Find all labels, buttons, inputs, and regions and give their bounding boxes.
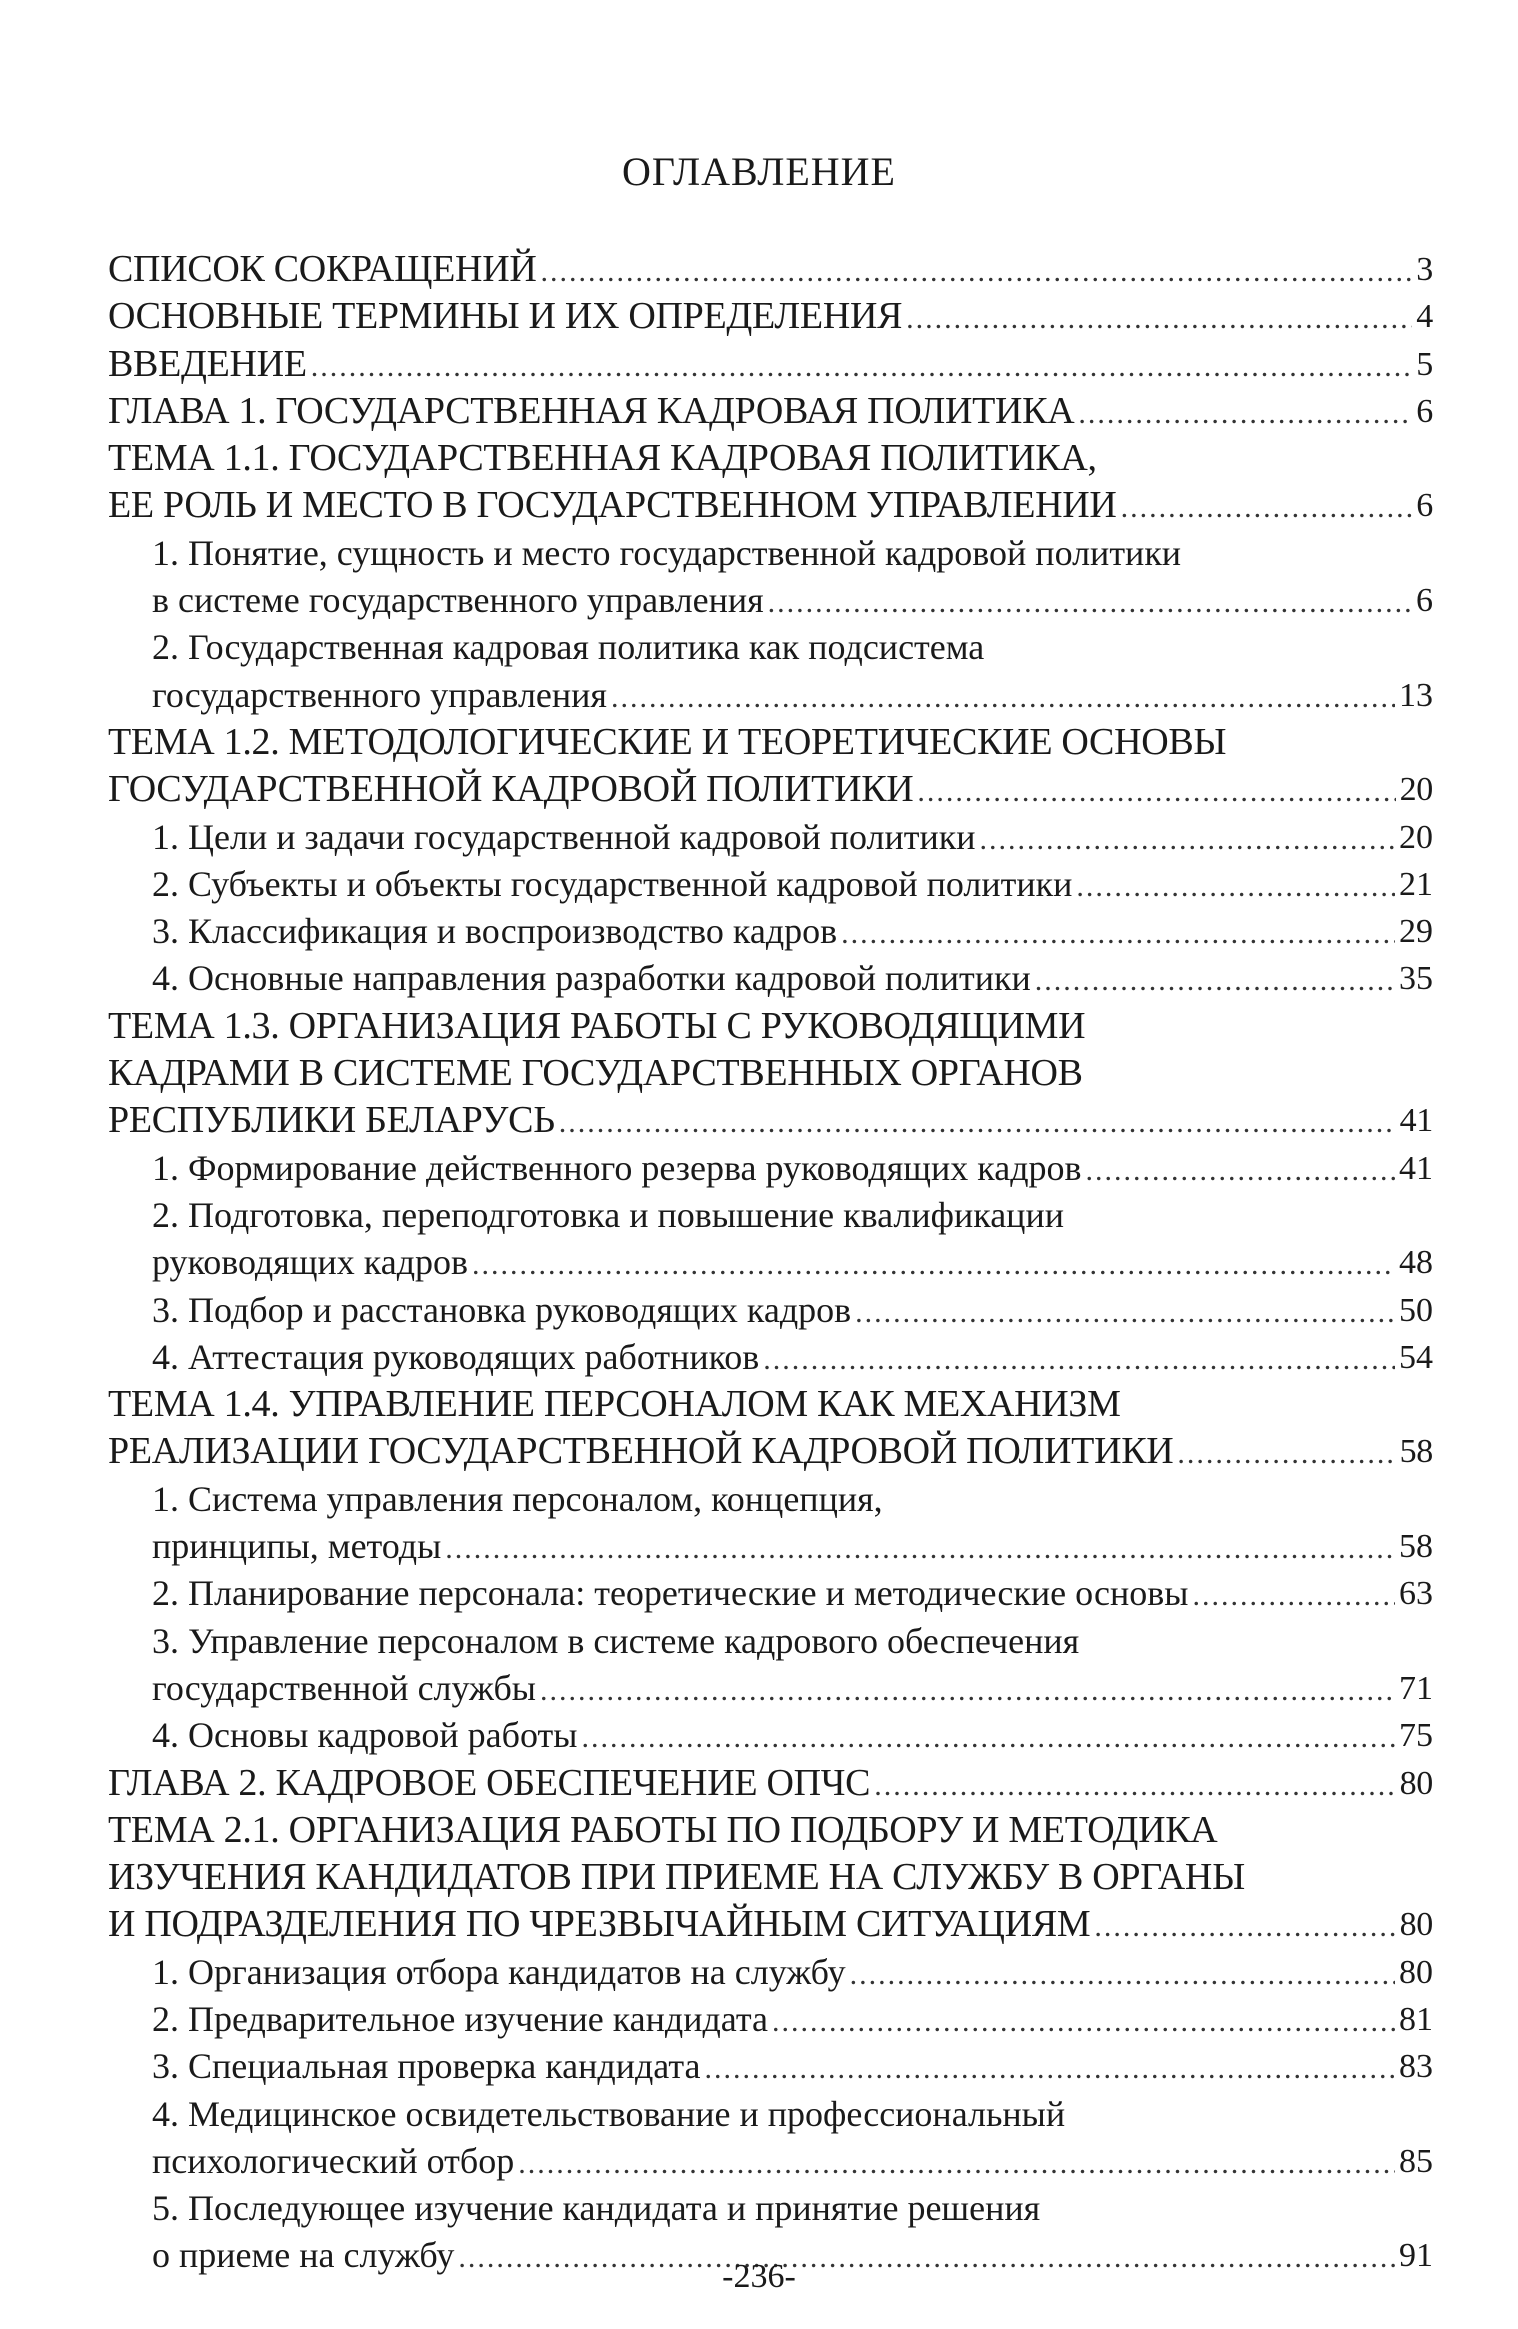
toc-entry xyxy=(108,1239,1433,1286)
toc-leader-dots xyxy=(763,1334,1395,1381)
toc-leader-dots xyxy=(850,1949,1395,1996)
toc-leader-dots xyxy=(1121,482,1413,529)
page-title: ОГЛАВЛЕНИЕ xyxy=(622,149,896,194)
toc-entry xyxy=(108,719,1433,766)
toc-leader-dots xyxy=(541,246,1413,293)
toc-entry xyxy=(108,341,1433,388)
toc-entry-page: 35 xyxy=(1399,960,1433,998)
toc-entry-text: 1. Система управления персоналом, концепция, xyxy=(152,1478,883,1519)
toc-entry-text: ЕЕ РОЛЬ И МЕСТО В ГОСУДАРСТВЕННОМ УПРАВЛЕНИИ xyxy=(108,484,1117,527)
toc-entry-page: 81 xyxy=(1399,2000,1433,2038)
toc-leader-dots xyxy=(1076,861,1395,908)
toc-entry xyxy=(108,1570,1433,1617)
toc-leader-dots xyxy=(874,1760,1395,1807)
toc-entry-text: ГЛАВА 2. КАДРОВОЕ ОБЕСПЕЧЕНИЕ ОПЧС xyxy=(108,1761,871,1804)
toc-entry-text: РЕСПУБЛИКИ БЕЛАРУСЬ xyxy=(108,1099,555,1142)
toc-entry xyxy=(108,1523,1433,1570)
toc-entry xyxy=(108,1476,1433,1523)
toc-entry xyxy=(108,2138,1433,2185)
toc-entry xyxy=(108,1807,1433,1854)
toc-entry-page: 20 xyxy=(1399,818,1433,856)
toc-entry-text: ГЛАВА 1. ГОСУДАРСТВЕННАЯ КАДРОВАЯ ПОЛИТИКА xyxy=(108,389,1075,432)
toc-entry-text: ГОСУДАРСТВЕННОЙ КАДРОВОЙ ПОЛИТИКИ xyxy=(108,768,914,811)
toc-entry-page: 63 xyxy=(1399,1575,1433,1613)
toc-entry xyxy=(108,2043,1433,2090)
toc-entry-page: 13 xyxy=(1399,676,1433,714)
toc-entry-page: 4 xyxy=(1416,298,1433,336)
toc-entry-text: 2. Государственная кадровая политика как подсистема xyxy=(152,627,985,668)
toc-entry xyxy=(108,1901,1433,1948)
toc-entry-text: 4. Медицинское освидетельствование и профессиональный xyxy=(152,2093,1066,2134)
toc-entry xyxy=(108,1618,1433,1665)
toc-entry-page: 85 xyxy=(1399,2142,1433,2180)
toc-entry-page: 80 xyxy=(1399,1906,1433,1944)
toc-entry xyxy=(108,2185,1433,2232)
toc-entry-text: ТЕМА 2.1. ОРГАНИЗАЦИЯ РАБОТЫ ПО ПОДБОРУ И МЕТОДИКА xyxy=(108,1808,1218,1851)
toc-leader-dots xyxy=(611,672,1395,719)
toc-entry xyxy=(108,530,1433,577)
toc-entry-page: 71 xyxy=(1399,1669,1433,1707)
toc-entry xyxy=(108,1996,1433,2043)
toc-entry-text: 2. Предварительное изучение кандидата xyxy=(152,1998,768,2039)
toc-entry-text: 1. Формирование действенного резерва руководящих кадров xyxy=(152,1147,1082,1188)
toc-entry-page: 21 xyxy=(1399,865,1433,903)
toc-entry xyxy=(108,766,1433,813)
toc-entry-text: 1. Цели и задачи государственной кадровой политики xyxy=(152,816,976,857)
toc-entry xyxy=(108,388,1433,435)
toc-entry xyxy=(108,672,1433,719)
toc-entry xyxy=(108,1760,1433,1807)
toc-entry xyxy=(108,293,1433,340)
toc-entry-text: 3. Классификация и воспроизводство кадров xyxy=(152,911,838,952)
toc-entry xyxy=(108,1287,1433,1334)
toc-entry xyxy=(108,577,1433,624)
toc-entry-text: 2. Планирование персонала: теоретические и методические основы xyxy=(152,1573,1189,1614)
toc-entry-page: 20 xyxy=(1399,771,1433,809)
toc-leader-dots xyxy=(855,1287,1395,1334)
toc-entry-text: принципы, методы xyxy=(152,1526,442,1567)
toc-entry xyxy=(108,1712,1433,1759)
toc-entry-page: 41 xyxy=(1399,1102,1433,1140)
toc-entry xyxy=(108,1854,1433,1901)
toc-leader-dots xyxy=(1192,1570,1395,1617)
toc-entry-text: психологический отбор xyxy=(152,2140,515,2181)
toc-entry-page: 80 xyxy=(1399,1953,1433,1991)
toc-entry-page: 58 xyxy=(1399,1433,1433,1471)
toc-leader-dots xyxy=(311,341,1413,388)
toc-entry-text: ТЕМА 1.3. ОРГАНИЗАЦИЯ РАБОТЫ С РУКОВОДЯЩИМИ xyxy=(108,1004,1086,1047)
toc-leader-dots xyxy=(768,577,1412,624)
toc-leader-dots xyxy=(772,1996,1395,2043)
toc-entry-page: 54 xyxy=(1399,1338,1433,1376)
page-number: -236- xyxy=(722,2258,796,2295)
toc-entry-text: 5. Последующее изучение кандидата и принятие решения xyxy=(152,2188,1041,2229)
toc-leader-dots xyxy=(1094,1901,1395,1948)
toc-entry-page: 29 xyxy=(1399,913,1433,951)
toc-entry-text: 4. Основные направления разработки кадровой политики xyxy=(152,958,1031,999)
toc-entry-text: о приеме на службу xyxy=(152,2235,455,2276)
toc-entry-text: государственного управления xyxy=(152,674,607,715)
toc-entry xyxy=(108,435,1433,482)
toc-entry-page: 48 xyxy=(1399,1244,1433,1282)
toc-leader-dots xyxy=(906,293,1412,340)
toc-leader-dots xyxy=(917,766,1395,813)
toc-entry-text: 3. Специальная проверка кандидата xyxy=(152,2046,701,2087)
toc-entry-text: ТЕМА 1.2. МЕТОДОЛОГИЧЕСКИЕ И ТЕОРЕТИЧЕСКИЕ ОСНОВЫ xyxy=(108,720,1227,763)
toc-leader-dots xyxy=(1035,955,1395,1002)
toc-entry-text: ТЕМА 1.4. УПРАВЛЕНИЕ ПЕРСОНАЛОМ КАК МЕХАНИЗМ xyxy=(108,1383,1121,1426)
toc-entry-text: КАДРАМИ В СИСТЕМЕ ГОСУДАРСТВЕННЫХ ОРГАНОВ xyxy=(108,1052,1083,1095)
toc-entry xyxy=(108,1145,1433,1192)
toc-entry-text: СПИСОК СОКРАЩЕНИЙ xyxy=(108,248,537,290)
toc-entry xyxy=(108,482,1433,529)
toc-leader-dots xyxy=(1086,1145,1395,1192)
toc-entry-text: 1. Понятие, сущность и место государственной кадровой политики xyxy=(152,532,1182,573)
toc-entry-text: в системе государственного управления xyxy=(152,580,764,621)
toc-leader-dots xyxy=(1177,1428,1395,1475)
toc-entry xyxy=(108,1428,1433,1475)
toc-entry-text: 3. Подбор и расстановка руководящих кадров xyxy=(152,1289,852,1330)
toc-entry-page: 6 xyxy=(1416,582,1433,620)
toc-entry xyxy=(108,955,1433,1002)
toc-entry-text: И ПОДРАЗДЕЛЕНИЯ ПО ЧРЕЗВЫЧАЙНЫМ СИТУАЦИЯМ xyxy=(108,1903,1091,1946)
toc-entry-text: руководящих кадров xyxy=(152,1242,469,1283)
toc-entry xyxy=(108,814,1433,861)
toc-entry-page: 75 xyxy=(1399,1717,1433,1755)
toc-entry-page: 91 xyxy=(1399,2237,1433,2275)
toc-entry xyxy=(108,624,1433,671)
toc-entry-page: 58 xyxy=(1399,1528,1433,1566)
toc-entry-page: 50 xyxy=(1399,1291,1433,1329)
toc-entry xyxy=(108,1665,1433,1712)
toc-entry-text: ТЕМА 1.1. ГОСУДАРСТВЕННАЯ КАДРОВАЯ ПОЛИТИКА, xyxy=(108,437,1097,480)
toc-entry xyxy=(108,246,1433,293)
toc-entry xyxy=(108,1192,1433,1239)
toc-entry xyxy=(108,908,1433,955)
toc-leader-dots xyxy=(540,1665,1395,1712)
toc-entry-page: 5 xyxy=(1416,345,1433,383)
toc-entry xyxy=(108,1381,1433,1428)
toc-entry-text: 4. Основы кадровой работы xyxy=(152,1715,578,1756)
toc-leader-dots xyxy=(518,2138,1395,2185)
toc-leader-dots xyxy=(705,2043,1395,2090)
toc-entry-text: 2. Подготовка, переподготовка и повышение квалификации xyxy=(152,1194,1064,1235)
toc-entry-text: 2. Субъекты и объекты государственной кадровой политики xyxy=(152,863,1073,904)
toc-entry xyxy=(108,861,1433,908)
toc-entry-page: 6 xyxy=(1416,487,1433,525)
toc-entry-page: 3 xyxy=(1416,251,1433,288)
toc-leader-dots xyxy=(472,1239,1395,1286)
table-of-contents xyxy=(108,246,1433,2280)
toc-leader-dots xyxy=(581,1712,1395,1759)
toc-entry-text: ИЗУЧЕНИЯ КАНДИДАТОВ ПРИ ПРИЕМЕ НА СЛУЖБУ В ОРГАНЫ xyxy=(108,1856,1245,1899)
toc-leader-dots xyxy=(559,1097,1396,1144)
toc-entry-text: государственной службы xyxy=(152,1667,536,1708)
toc-entry-page: 83 xyxy=(1399,2048,1433,2086)
toc-entry-text: РЕАЛИЗАЦИИ ГОСУДАРСТВЕННОЙ КАДРОВОЙ ПОЛИТИКИ xyxy=(108,1430,1174,1473)
toc-entry xyxy=(108,1097,1433,1144)
toc-entry-text: ВВЕДЕНИЕ xyxy=(108,342,307,385)
toc-entry-page: 41 xyxy=(1399,1149,1433,1187)
toc-entry xyxy=(108,1949,1433,1996)
toc-entry-text: ОСНОВНЫЕ ТЕРМИНЫ И ИХ ОПРЕДЕЛЕНИЯ xyxy=(108,295,903,338)
toc-entry-page: 6 xyxy=(1416,392,1433,430)
toc-entry-text: 1. Организация отбора кандидатов на службу xyxy=(152,1951,846,1992)
toc-entry-text: 4. Аттестация руководящих работников xyxy=(152,1336,760,1377)
toc-leader-dots xyxy=(445,1523,1395,1570)
toc-entry xyxy=(108,1334,1433,1381)
toc-entry xyxy=(108,1003,1433,1050)
toc-entry-page: 80 xyxy=(1399,1764,1433,1802)
toc-entry xyxy=(108,2091,1433,2138)
toc-leader-dots xyxy=(980,814,1396,861)
toc-entry-text: 3. Управление персоналом в системе кадрового обеспечения xyxy=(152,1620,1080,1661)
toc-leader-dots xyxy=(1078,388,1412,435)
toc-leader-dots xyxy=(841,908,1395,955)
toc-entry xyxy=(108,1050,1433,1097)
